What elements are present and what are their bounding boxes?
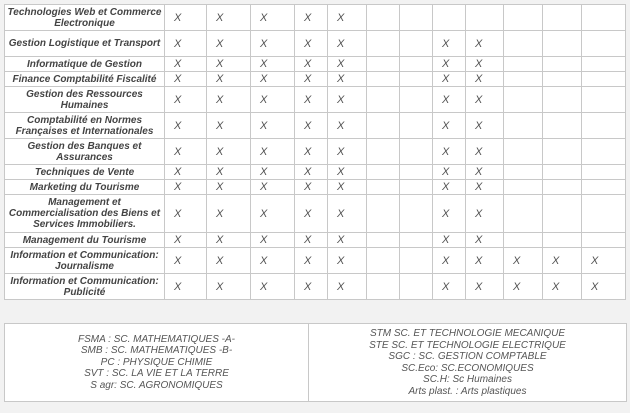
mark-cell: X xyxy=(295,274,328,300)
mark-cell xyxy=(504,165,543,180)
table-row xyxy=(5,248,626,274)
mark-cell xyxy=(543,87,582,113)
mark-cell xyxy=(504,113,543,139)
filiere-name: Management et Commercialisation des Biens et Services Immobiliers. xyxy=(5,195,165,233)
mark-cell: X xyxy=(251,31,295,57)
mark-cell: X xyxy=(295,233,328,248)
mark-cell xyxy=(367,195,400,233)
mark-cell xyxy=(400,72,433,87)
mark-cell xyxy=(367,139,400,165)
mark-cell: X xyxy=(466,87,504,113)
legend-line: SGC : SC. GESTION COMPTABLE xyxy=(388,351,547,362)
filiere-name: Techniques de Vente xyxy=(5,165,165,180)
mark-cell: X xyxy=(251,274,295,300)
mark-cell: X xyxy=(543,274,582,300)
mark-cell: X xyxy=(207,165,251,180)
mark-cell: X xyxy=(207,248,251,274)
mark-cell xyxy=(433,5,466,31)
mark-cell: X xyxy=(207,57,251,72)
mark-cell xyxy=(582,57,626,72)
mark-cell: X xyxy=(466,31,504,57)
mark-cell xyxy=(400,57,433,72)
mark-cell: X xyxy=(466,274,504,300)
mark-cell: X xyxy=(251,195,295,233)
mark-cell: X xyxy=(251,180,295,195)
mark-cell xyxy=(400,113,433,139)
filiere-name: Information et Communication: Publicité xyxy=(5,274,165,300)
mark-cell: X xyxy=(433,87,466,113)
mark-cell: X xyxy=(433,195,466,233)
mark-cell: X xyxy=(295,31,328,57)
mark-cell: X xyxy=(295,139,328,165)
legend-box xyxy=(4,323,627,402)
mark-cell: X xyxy=(466,180,504,195)
table-body xyxy=(5,5,626,300)
legend-line: PC : PHYSIQUE CHIMIE xyxy=(100,356,213,368)
mark-cell: X xyxy=(328,195,367,233)
mark-cell xyxy=(400,139,433,165)
filiere-table xyxy=(4,4,626,300)
mark-cell: X xyxy=(251,113,295,139)
mark-cell xyxy=(582,72,626,87)
mark-cell xyxy=(504,233,543,248)
mark-cell xyxy=(504,31,543,57)
mark-cell: X xyxy=(165,180,207,195)
mark-cell xyxy=(400,233,433,248)
mark-cell: X xyxy=(165,233,207,248)
legend-line: STE SC. ET TECHNOLOGIE ELECTRIQUE xyxy=(369,339,566,351)
mark-cell xyxy=(543,180,582,195)
mark-cell xyxy=(367,180,400,195)
mark-cell xyxy=(543,113,582,139)
mark-cell: X xyxy=(504,274,543,300)
mark-cell: X xyxy=(466,139,504,165)
mark-cell xyxy=(367,248,400,274)
mark-cell: X xyxy=(207,31,251,57)
mark-cell xyxy=(466,5,504,31)
mark-cell: X xyxy=(207,72,251,87)
mark-cell: X xyxy=(433,248,466,274)
table-row xyxy=(5,139,626,165)
mark-cell xyxy=(582,5,626,31)
mark-cell xyxy=(543,139,582,165)
mark-cell xyxy=(400,180,433,195)
mark-cell xyxy=(543,72,582,87)
mark-cell: X xyxy=(165,5,207,31)
mark-cell: X xyxy=(251,72,295,87)
mark-cell: X xyxy=(295,165,328,180)
legend-line: SMB : SC. MATHEMATIQUES -B- xyxy=(80,345,233,357)
mark-cell: X xyxy=(466,57,504,72)
table-row xyxy=(5,165,626,180)
mark-cell xyxy=(582,87,626,113)
mark-cell: X xyxy=(328,274,367,300)
mark-cell: X xyxy=(433,31,466,57)
legend-line: S agr: SC. AGRONOMIQUES xyxy=(90,379,223,391)
mark-cell: X xyxy=(251,57,295,72)
mark-cell: X xyxy=(433,57,466,72)
mark-cell: X xyxy=(466,113,504,139)
mark-cell xyxy=(543,5,582,31)
mark-cell: X xyxy=(328,57,367,72)
mark-cell: X xyxy=(295,5,328,31)
filiere-name: Management du Tourisme xyxy=(5,233,165,248)
table-row xyxy=(5,274,626,300)
mark-cell: X xyxy=(466,72,504,87)
filiere-name: Marketing du Tourisme xyxy=(5,180,165,195)
mark-cell: X xyxy=(251,233,295,248)
mark-cell: X xyxy=(433,113,466,139)
mark-cell: X xyxy=(543,248,582,274)
mark-cell xyxy=(543,57,582,72)
legend-line: SC.H: Sc Humaines xyxy=(423,374,512,385)
mark-cell xyxy=(367,72,400,87)
mark-cell xyxy=(504,180,543,195)
table-row xyxy=(5,72,626,87)
mark-cell xyxy=(504,57,543,72)
mark-cell: X xyxy=(328,87,367,113)
table-row xyxy=(5,113,626,139)
mark-cell xyxy=(504,139,543,165)
mark-cell: X xyxy=(582,248,626,274)
mark-cell xyxy=(367,165,400,180)
table-row xyxy=(5,87,626,113)
table-row xyxy=(5,195,626,233)
mark-cell xyxy=(582,165,626,180)
mark-cell: X xyxy=(165,87,207,113)
mark-cell: X xyxy=(295,113,328,139)
mark-cell: X xyxy=(582,274,626,300)
mark-cell xyxy=(367,5,400,31)
mark-cell: X xyxy=(504,248,543,274)
mark-cell: X xyxy=(433,72,466,87)
filiere-name: Comptabilité en Normes Françaises et Internationales xyxy=(5,113,165,139)
filiere-name: Technologies Web et Commerce Electronique xyxy=(5,5,165,31)
mark-cell xyxy=(367,57,400,72)
mark-cell: X xyxy=(165,165,207,180)
mark-cell: X xyxy=(328,180,367,195)
table-row xyxy=(5,31,626,57)
mark-cell xyxy=(504,5,543,31)
mark-cell: X xyxy=(165,139,207,165)
mark-cell: X xyxy=(295,72,328,87)
legend-line: SVT : SC. LA VIE ET LA TERRE xyxy=(84,368,229,380)
mark-cell: X xyxy=(207,180,251,195)
mark-cell: X xyxy=(165,195,207,233)
mark-cell: X xyxy=(433,180,466,195)
mark-cell: X xyxy=(165,113,207,139)
mark-cell: X xyxy=(165,31,207,57)
mark-cell: X xyxy=(328,113,367,139)
table-row xyxy=(5,180,626,195)
legend-left xyxy=(5,324,309,401)
filiere-name: Informatique de Gestion xyxy=(5,57,165,72)
mark-cell xyxy=(400,165,433,180)
mark-cell: X xyxy=(433,165,466,180)
filiere-name: Gestion Logistique et Transport xyxy=(5,31,165,57)
mark-cell: X xyxy=(207,5,251,31)
mark-cell xyxy=(504,195,543,233)
table-row xyxy=(5,233,626,248)
legend-right xyxy=(309,324,626,401)
mark-cell: X xyxy=(433,274,466,300)
mark-cell xyxy=(543,165,582,180)
legend-line: Arts plast. : Arts plastiques xyxy=(408,385,527,397)
mark-cell: X xyxy=(165,248,207,274)
mark-cell: X xyxy=(251,5,295,31)
mark-cell: X xyxy=(207,195,251,233)
filiere-name: Gestion des Banques et Assurances xyxy=(5,139,165,165)
mark-cell: X xyxy=(295,57,328,72)
legend-line: SC.Eco: SC.ECONOMIQUES xyxy=(401,362,534,374)
mark-cell: X xyxy=(295,87,328,113)
mark-cell xyxy=(543,233,582,248)
mark-cell: X xyxy=(251,139,295,165)
mark-cell xyxy=(400,5,433,31)
mark-cell xyxy=(400,31,433,57)
filiere-name: Finance Comptabilité Fiscalité xyxy=(5,72,165,87)
mark-cell xyxy=(582,113,626,139)
mark-cell xyxy=(543,31,582,57)
mark-cell: X xyxy=(251,248,295,274)
mark-cell xyxy=(400,87,433,113)
mark-cell xyxy=(367,87,400,113)
mark-cell xyxy=(400,195,433,233)
mark-cell xyxy=(400,248,433,274)
mark-cell: X xyxy=(207,87,251,113)
mark-cell: X xyxy=(328,31,367,57)
mark-cell xyxy=(504,87,543,113)
mark-cell: X xyxy=(165,57,207,72)
mark-cell: X xyxy=(295,180,328,195)
legend-line: FSMA : SC. MATHEMATIQUES -A- xyxy=(77,333,236,345)
mark-cell xyxy=(582,233,626,248)
mark-cell xyxy=(582,180,626,195)
mark-cell: X xyxy=(328,165,367,180)
mark-cell: X xyxy=(328,139,367,165)
table-row xyxy=(5,5,626,31)
mark-cell xyxy=(582,31,626,57)
mark-cell: X xyxy=(207,274,251,300)
mark-cell: X xyxy=(466,165,504,180)
mark-cell: X xyxy=(328,233,367,248)
mark-cell xyxy=(582,139,626,165)
mark-cell: X xyxy=(251,165,295,180)
mark-cell: X xyxy=(466,195,504,233)
mark-cell: X xyxy=(207,233,251,248)
mark-cell xyxy=(543,195,582,233)
mark-cell: X xyxy=(433,233,466,248)
mark-cell: X xyxy=(295,195,328,233)
mark-cell: X xyxy=(207,113,251,139)
mark-cell: X xyxy=(328,72,367,87)
mark-cell: X xyxy=(165,72,207,87)
mark-cell xyxy=(400,274,433,300)
mark-cell: X xyxy=(466,233,504,248)
filiere-name: Gestion des Ressources Humaines xyxy=(5,87,165,113)
mark-cell xyxy=(582,195,626,233)
mark-cell: X xyxy=(295,248,328,274)
mark-cell: X xyxy=(466,248,504,274)
mark-cell xyxy=(367,233,400,248)
table-row xyxy=(5,57,626,72)
mark-cell: X xyxy=(251,87,295,113)
mark-cell xyxy=(367,274,400,300)
mark-cell xyxy=(367,31,400,57)
filiere-name: Information et Communication: Journalisme xyxy=(5,248,165,274)
mark-cell: X xyxy=(328,5,367,31)
mark-cell: X xyxy=(328,248,367,274)
mark-cell: X xyxy=(165,274,207,300)
mark-cell: X xyxy=(207,139,251,165)
legend-line: STM SC. ET TECHNOLOGIE MECANIQUE xyxy=(369,328,566,339)
mark-cell xyxy=(367,113,400,139)
mark-cell: X xyxy=(433,139,466,165)
mark-cell xyxy=(504,72,543,87)
